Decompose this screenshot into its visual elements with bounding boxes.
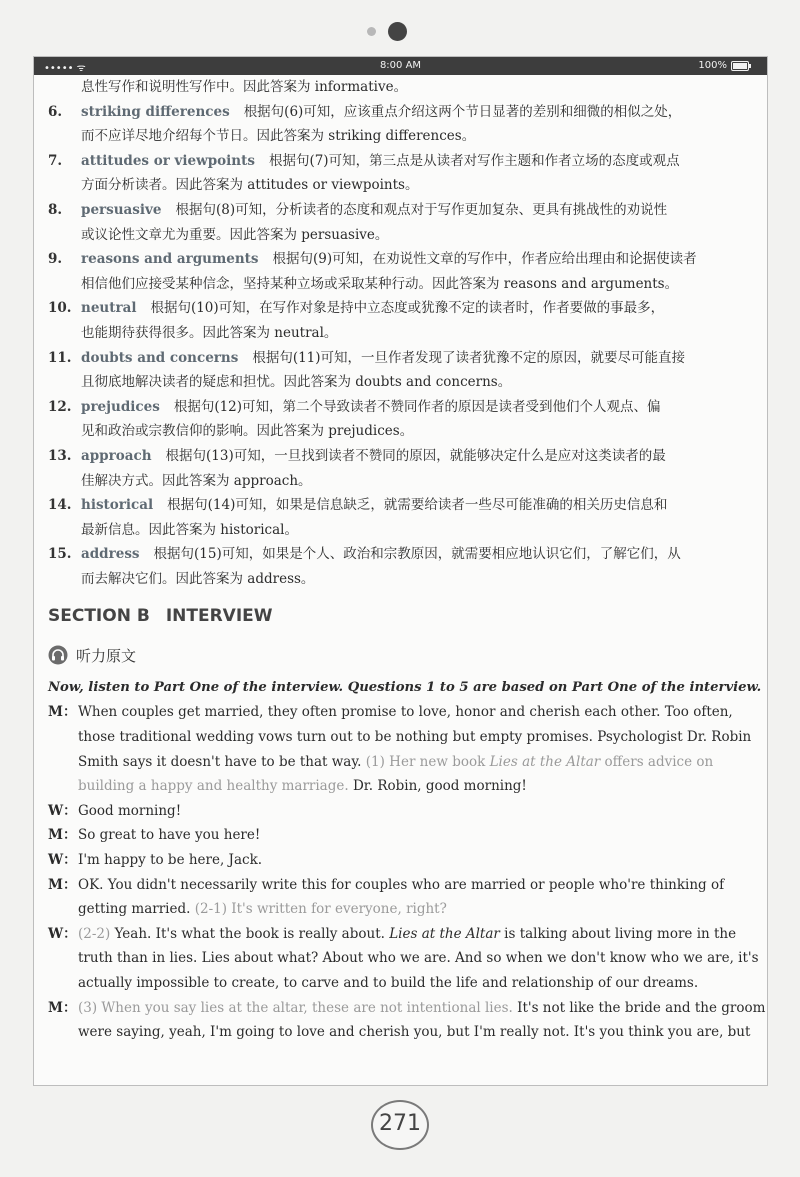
dialogue-turn-1 [48,700,753,798]
answer-keyword: attitudes or viewpoints [81,152,255,169]
book-title: Lies at the Altar [389,925,500,942]
answer-item-6 [48,100,753,149]
dialogue-line [78,750,753,775]
answer-number: 8. [48,201,63,218]
dialogue-line [78,897,753,922]
answer-item-15 [48,542,753,591]
listening-header [48,642,753,668]
answer-number: 14. [48,497,72,514]
answer-cue-text: (3) When you say lies at the altar, these are not intentional lies. [78,999,513,1016]
status-bar [34,57,767,75]
answer-keyword: reasons and arguments [81,251,259,268]
status-time: 8:00 AM [379,60,422,71]
answer-keyword: doubts and concerns [81,349,239,366]
answer-item-9 [48,247,753,296]
dialogue-line [78,774,753,799]
listening-instruction: Now, listen to Part One of the interview. Questions 1 to 5 are based on Part One of the interview. [48,680,762,696]
answer-cue-text: (1) Her new book [365,753,490,770]
answer-item-14 [48,493,753,542]
answer-explanation: 根据句(12)可知，第二个导致读者不赞同作者的原因是读者受到他们个人观点、偏 [173,398,661,415]
dialogue-line: I'm happy to be here, Jack. [78,852,263,869]
dialogue-line: those traditional wedding vows turn out to be nothing but empty promises. Psychologist Dr. Robin [78,729,752,746]
section-title: INTERVIEW [165,606,273,627]
answer-cue-text: offers advice on [600,753,714,770]
dialogue-turn-4 [48,848,753,873]
page-dot-inactive[interactable] [367,27,376,36]
page-dot-active[interactable] [388,22,407,41]
section-heading [48,604,753,628]
answer-keyword: striking differences [81,103,230,120]
dialogue-line: were saying, yeah, I'm going to love and cherish you, but I'm really not. It's you think you are, but [78,1024,751,1041]
dialogue-line: OK. You didn't necessarily write this for couples who are married or people who're thinking of [78,876,725,893]
answer-continuation: 也能期待获得很多。因此答案为 neutral。 [81,324,338,341]
speaker-label: M： [48,704,77,721]
answer-cue-text: (2-1) It's written for everyone, right? [194,901,447,918]
answer-item-13 [48,444,753,493]
answer-number: 10. [48,300,72,317]
book-title: Lies at the Altar [489,753,601,770]
answer-continuation: 而去解决它们。因此答案为 address。 [81,570,315,587]
dialogue-line [78,922,753,947]
answer-number: 15. [48,546,72,563]
device-screen [33,56,768,1086]
listening-title: 听力原文 [76,646,137,665]
dialogue-text: getting married. [78,901,195,918]
page-number: 271 [371,1100,429,1150]
dialogue-turn-2 [48,799,753,824]
dialogue-turn-6 [48,922,759,996]
answer-number: 12. [48,398,72,415]
answer-number: 11. [48,349,72,366]
answer-item-11 [48,346,753,395]
answer-keyword: prejudices [81,398,160,415]
answer-continuation: 而不应详尽地介绍每个节日。因此答案为 striking differences。 [81,128,476,145]
speaker-label: W： [48,925,77,942]
dialogue-text: Yeah. It's what the book is really about. [110,925,390,942]
answer-item-12 [48,395,753,444]
dialogue-turn-7 [48,996,766,1045]
speaker-label: W： [48,852,77,869]
answer-item-10 [48,296,753,345]
dialogue-text: It's not like the bride and the groom [512,999,766,1016]
dialogue-line: truth than in lies. Lies about what? About who we are. And so when we don't know who we are, it's [78,950,759,967]
answer-explanation: 根据句(13)可知，一旦找到读者不赞同的原因，就能够决定什么是应对这类读者的最 [165,447,666,464]
battery-indicator [698,60,749,71]
answer-keyword: persuasive [81,201,162,218]
speaker-label: M： [48,876,77,893]
signal-wifi-icon: ••••• ᯤ [44,63,86,74]
dialogue-line: When couples get married, they often promise to love, honor and cherish each other. Too often, [78,704,733,721]
answer-cue-text: building a happy and healthy marriage. [78,778,349,795]
answer-keyword: address [81,546,140,563]
dialogue-turn-5 [48,873,753,922]
dialogue-line: Good morning! [78,802,182,819]
dialogue-line [78,996,766,1021]
section-label: SECTION B [48,606,150,627]
answer-explanation: 根据句(14)可知，如果是信息缺乏，就需要给读者一些尽可能准确的相关历史信息和 [167,497,668,514]
headphones-icon [48,645,68,665]
dialogue-turn-3 [48,823,753,848]
dialogue-line: actually impossible to create, to carve and to build the life and relationship of our dreams. [78,975,699,991]
answer-cue-text: (2-2) [78,925,111,942]
speaker-label: M： [48,999,77,1016]
answer-item-7 [48,149,753,198]
answer-number: 6. [48,103,63,120]
answer-explanation: 根据句(15)可知，如果是个人、政治和宗教原因，就需要相应地认识它们，了解它们，从 [153,546,681,563]
answer-explanation: 根据句(10)可知，在写作对象是持中立态度或犹豫不定的读者时，作者要做的事最多， [150,300,665,317]
answer-number: 9. [48,251,63,268]
page-content [34,75,767,1045]
answer-explanation: 根据句(6)可知，应该重点介绍这两个节日显著的差别和细微的相似之处， [243,103,682,120]
answer-continuation: 方面分析读者。因此答案为 attitudes or viewpoints。 [81,177,419,194]
answer-item-8 [48,198,753,247]
answer-explanation: 根据句(9)可知，在劝说性文章的写作中，作者应给出理由和论据使读者 [272,251,697,268]
answer-explanation: 根据句(8)可知，分析读者的态度和观点对于写作更加复杂、更具有挑战性的劝说性 [175,201,668,218]
answer-number: 7. [48,152,63,169]
battery-icon [731,61,749,71]
answer-keyword: approach [81,447,152,464]
dialogue-line: So great to have you here! [78,827,261,844]
page-indicator [360,20,440,44]
answer-keyword: historical [81,497,154,514]
answer-item-5-continued [48,75,753,100]
dialogue-text: Smith says it doesn't have to be that way. [78,753,366,770]
answer-continuation: 佳解决方式。因此答案为 approach。 [81,472,312,489]
dialogue-text: is talking about living more in the [499,925,737,942]
answer-continuation: 相信他们应接受某种信念，坚持某种立场或采取某种行动。因此答案为 reasons and arguments。 [81,275,679,292]
dialogue-text: Dr. Robin, good morning! [348,778,527,795]
answer-continuation: 或议论性文章尤为重要。因此答案为 persuasive。 [81,226,389,243]
answer-continuation: 且彻底地解决读者的疑虑和担忧。因此答案为 doubts and concerns。 [81,374,512,391]
answer-continuation: 最新信息。因此答案为 historical。 [81,521,298,538]
speaker-label: W： [48,802,77,819]
battery-percent: 100% [698,60,727,71]
answer-continuation: 见和政治或宗教信仰的影响。因此答案为 prejudices。 [81,423,414,440]
answer-number: 13. [48,447,72,464]
speaker-label: M： [48,827,77,844]
answer-explanation: 根据句(11)可知，一旦作者发现了读者犹豫不定的原因，就要尽可能直接 [252,349,686,366]
answer-explanation: 根据句(7)可知，第三点是从读者对写作主题和作者立场的态度或观点 [268,152,680,169]
answer-continuation: 息性写作和说明性写作中。因此答案为 informative。 [81,79,408,95]
answer-keyword: neutral [81,300,137,317]
